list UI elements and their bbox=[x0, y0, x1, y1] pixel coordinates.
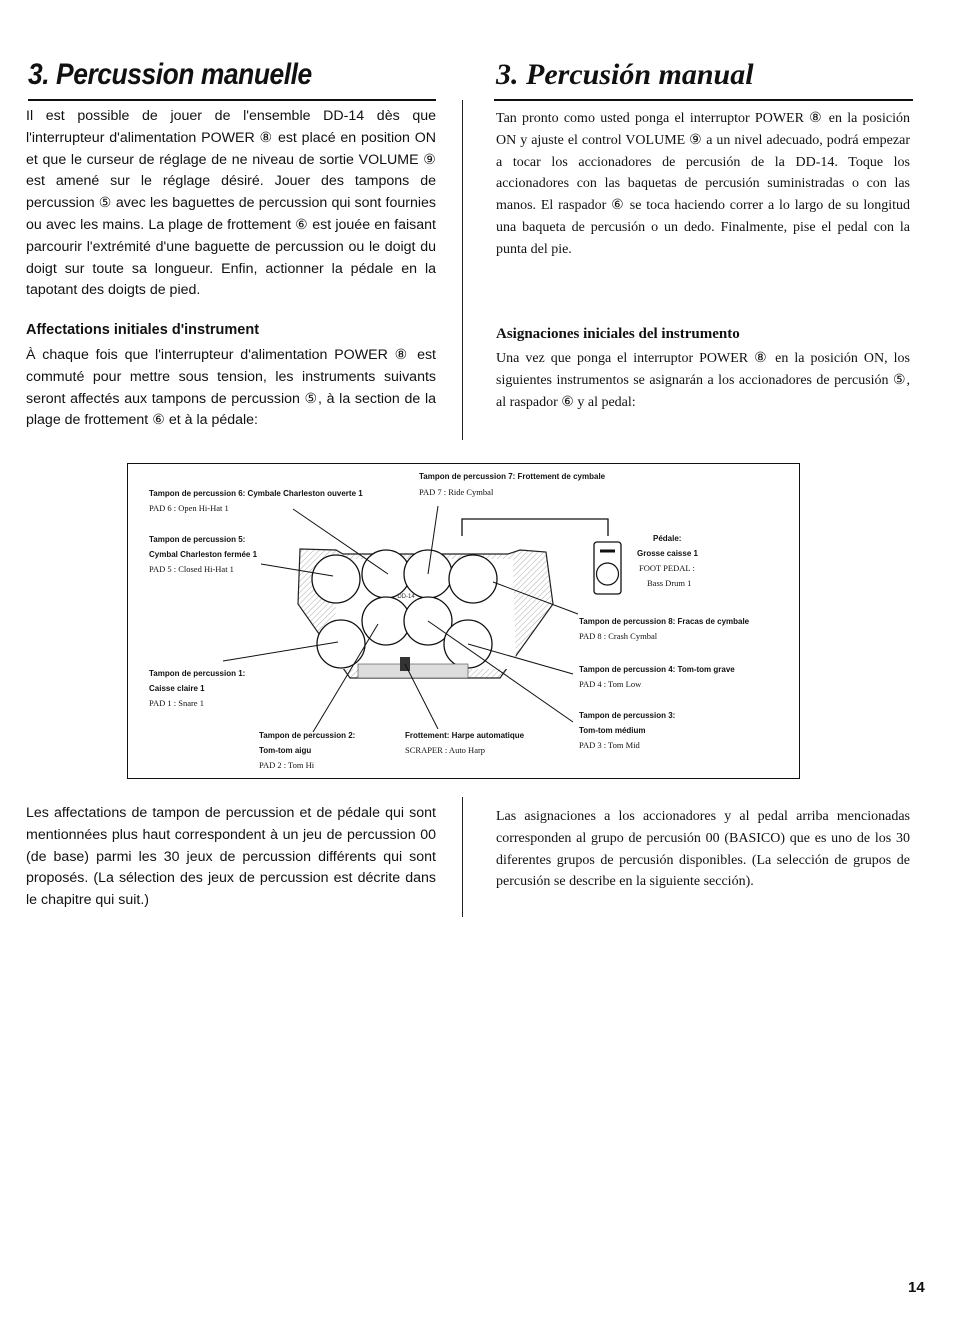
section-heading-es: Asignaciones iniciales del instrumento bbox=[496, 326, 740, 342]
pedal-cable bbox=[462, 519, 608, 536]
page-title-fr: 3. Percussion manuelle bbox=[28, 58, 312, 91]
column-divider-top bbox=[462, 100, 463, 440]
label-pad-7: Tampon de percussion 7: Frottement de cymbale PAD 7 : Ride Cymbal bbox=[419, 472, 606, 497]
section-heading-fr: Affectations initiales d'instrument bbox=[26, 322, 260, 338]
label-pad-5: Tampon de percussion 5: Cymbal Charleston fermée 1 PAD 5 : Closed Hi-Hat 1 bbox=[149, 535, 258, 574]
assign-paragraph-es: Una vez que ponga el interruptor POWER ⑧ en la posición ON, los siguientes instrumentos se asignarán a los accionadores de percusión ⑤, al raspador ⑥ y al pedal: bbox=[496, 351, 910, 410]
title-rule-fr bbox=[28, 99, 436, 101]
control-panel bbox=[358, 664, 468, 678]
device-logo: DD-14 bbox=[397, 594, 415, 600]
page-title-es: 3. Percusión manual bbox=[496, 58, 754, 91]
intro-paragraph-es: Tan pronto como usted ponga el interruptor POWER ⑧ en la posición ON y ajuste el control VOLUME ⑨ a un nivel adecuado, podrá empezar a tocar los accionadores de percusión de la DD-14. Toque los accionadores con las baquetas de percusión suministradas o con las manos. El raspador ⑥ se toca haciendo correr a lo largo de su longitud una baqueta de percusión o un dedo. Finalmente, pise el pedal con la punta del pie. bbox=[496, 111, 910, 257]
intro-paragraph-fr: Il est possible de jouer de l'ensemble DD-14 dès que l'interrupteur d'alimentation POWER ⑧ est placé en position ON et que le curseur de réglage de ne niveau de sortie VOLUME ⑨ est amené sur le réglage désiré. Jouer des tampons de percussion ⑤ avec les baguettes de percussion qui sont fournies ou avec les mains. La plage de frottement ⑥ est jouée en faisant parcourir l'extrémité d'une baguette de percussion ou le doigt du doigt sur toute sa longueur. Enfin, actionner la pédale en la tapotant des doigts de pied. bbox=[26, 108, 436, 299]
label-pedal: Pédale: Grosse caisse 1 FOOT PEDAL : Bass Drum 1 bbox=[637, 534, 698, 588]
label-pad-1: Tampon de percussion 1: Caisse claire 1 PAD 1 : Snare 1 bbox=[149, 669, 246, 708]
label-pad-3: Tampon de percussion 3: Tom-tom médium PAD 3 : Tom Mid bbox=[579, 711, 676, 750]
pad-5-circle bbox=[312, 555, 360, 603]
bottom-paragraph-fr: Les affectations de tampon de percussion et de pédale qui sont mentionnées plus haut correspondent à un jeu de percussion 00 (de base) parmi les 30 jeux de percussion différents qui sont proposés. (La sélection des jeux de percussion est décrite dans le chapitre qui suit.) bbox=[26, 805, 436, 909]
label-pad-2: Tampon de percussion 2: Tom-tom aigu PAD 2 : Tom Hi bbox=[259, 731, 356, 770]
label-pad-4: Tampon de percussion 4: Tom-tom grave PAD 4 : Tom Low bbox=[579, 665, 735, 689]
column-divider-bottom bbox=[462, 797, 463, 917]
title-rule-es bbox=[494, 99, 913, 101]
label-pad-6: Tampon de percussion 6: Cymbale Charleston ouverte 1 PAD 6 : Open Hi-Hat 1 bbox=[149, 489, 363, 513]
label-scraper: Frottement: Harpe automatique SCRAPER : Auto Harp bbox=[405, 731, 525, 755]
pad-6-circle bbox=[362, 550, 410, 598]
assign-paragraph-fr: À chaque fois que l'interrupteur d'alimentation POWER ⑧ est commuté pour mettre sous tension, les instruments suivants seront affectés aux tampons de percussion ⑤, à la section de la plage de frottement ⑥ et à la pédale: bbox=[26, 347, 436, 429]
bottom-paragraph-es: Las asignaciones a los accionadores y al pedal arriba mencionadas corresponden al grupo de percusión 00 (BASICO) que es uno de los 30 diferentes grupos de percusión disponibles. (La selección de grupos de percusión se describe en la siguiente sección). bbox=[496, 809, 910, 890]
page-number: 14 bbox=[908, 1279, 925, 1296]
pad-8-circle bbox=[449, 555, 497, 603]
pad-diagram bbox=[127, 463, 800, 779]
label-pad-8: Tampon de percussion 8: Fracas de cymbale PAD 8 : Crash Cymbal bbox=[579, 617, 750, 641]
